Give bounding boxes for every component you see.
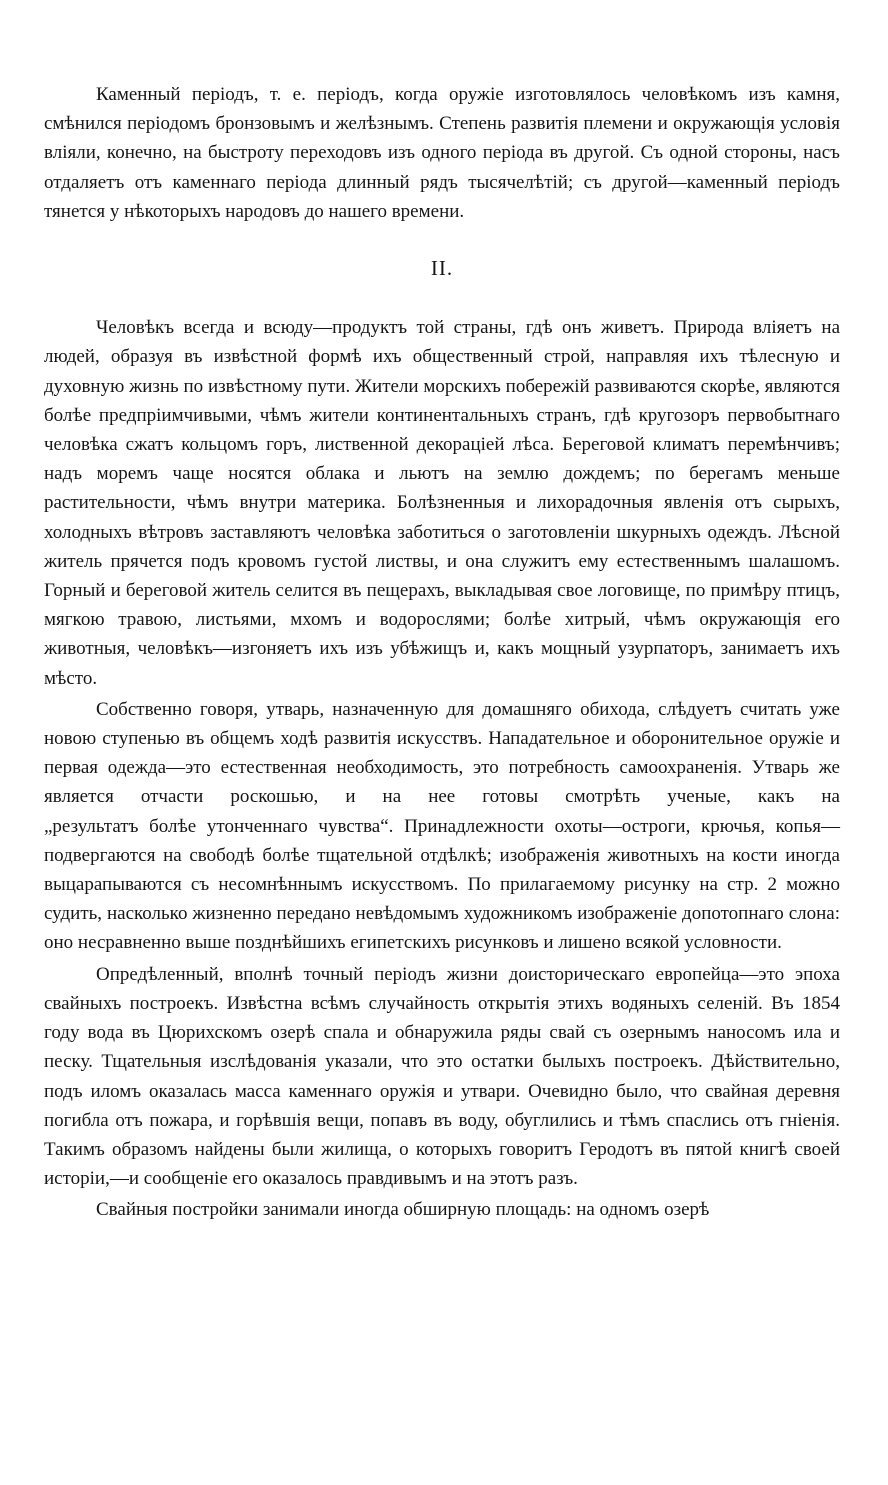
paragraph-pile-dwellings-area: Свайныя постройки занимали иногда обширную площадь: на одномъ озерѣ [96, 1199, 710, 1221]
section-heading: II. [430, 256, 454, 281]
page-body [44, 80, 840, 1225]
paragraph-stone-age: Каменный періодъ, т. е. періодъ, когда оружіе изготовлялось человѣкомъ изъ камня, смѣнился періодомъ бронзовымъ и желѣзнымъ. Степень развитія племени и окружающія условія вліяли, конечно, на быстроту переходовъ изъ одного періода въ другой. Съ одной стороны, насъ отдаляетъ отъ каменнаго періода длинный рядъ тысячелѣтій; съ другой—каменный періодъ тянется у нѣкоторыхъ народовъ до нашего времени. [44, 84, 840, 222]
paragraph-pile-dwellings: Опредѣленный, вполнѣ точный періодъ жизни доисторическаго европейца—это эпоха свайныхъ построекъ. Извѣстна всѣмъ случайность открытія этихъ водяныхъ селеній. Въ 1854 году вода въ Цюрихскомъ озерѣ спала и обнаружила ряды свай съ озернымъ наносомъ ила и песку. Тщательныя изслѣдованія указали, что это остатки былыхъ построекъ. Дѣйствительно, подъ иломъ оказалась масса каменнаго оружія и утвари. Очевидно было, что свайная деревня погибла отъ пожара, и горѣвшія вещи, попавъ въ воду, обуглились и тѣмъ спаслись отъ гніенія. Такимъ образомъ найдены были жилища, о которыхъ говоритъ Геродотъ въ пятой книгѣ своей исторіи,—и сообщеніе его оказалось правдивымъ и на этотъ разъ. [44, 963, 840, 1190]
paragraph-utensils-text-start: Собственно говоря, утварь, назначенную для домашняго обихода, слѣдуетъ считать уже новою ступенью въ общемъ ходѣ развитія искусствъ. Нападательное и оборонительное оружіе и первая одежда—это естественная необходимость, это потребность самоохраненія. Утварь же является отчасти роскошью, и на нее готовы смотрѣть ученые, какъ на [44, 698, 840, 808]
paragraph-utensils-text-end: Принадлежности охоты—остроги, крючья, копья—подвергаются на свободѣ болѣе тщательной отдѣлкѣ; изображенія животныхъ на кости иногда выцарапываются съ несомнѣннымъ искусствомъ. По прилагаемому рисунку на стр. 2 можно судить, насколько жизненно передано невѣдомымъ художникомъ изображеніе допотопнаго слона: оно несравненно выше позднѣйшихъ египетскихъ рисунковъ и лишено всякой условности. [44, 815, 840, 954]
paragraph-man-and-nature: Человѣкъ всегда и всюду—продуктъ той страны, гдѣ онъ живетъ. Природа вліяетъ на людей, образуя въ извѣстной формѣ ихъ общественный строй, направляя ихъ тѣлесную и духовную жизнь по извѣстному пути. Жители морскихъ побережій развиваются скорѣе, являются болѣе предпріимчивыми, чѣмъ жители континентальныхъ странъ, гдѣ кругозоръ первобытнаго человѣка сжатъ кольцомъ горъ, лиственной декораціей лѣса. Береговой климатъ перемѣнчивъ; надъ моремъ чаще носятся облака и льютъ на землю дождемъ; по берегамъ меньше растительности, чѣмъ внутри материка. Болѣзненныя и лихорадочныя явленія отъ сырыхъ, холодныхъ вѣтровъ заставляютъ человѣка заботиться о заготовленіи шкурныхъ одеждъ. Лѣсной житель прячется подъ кровомъ густой листвы, и она служитъ ему естественнымъ шалашомъ. Горный и береговой житель селится въ пещерахъ, выкладывая свое логовище, по примѣру птицъ, мягкою травою, листьями, мхомъ и водорослями; болѣе хитрый, чѣмъ окружающія его животныя, человѣкъ—изгоняетъ ихъ изъ убѣжищъ и, какъ мощный узурпаторъ, занимаетъ ихъ мѣсто. [44, 317, 840, 689]
quoted-phrase: „результатъ болѣе утонченнаго чувства“. [44, 815, 394, 837]
paragraph-household-utensils [44, 695, 840, 958]
